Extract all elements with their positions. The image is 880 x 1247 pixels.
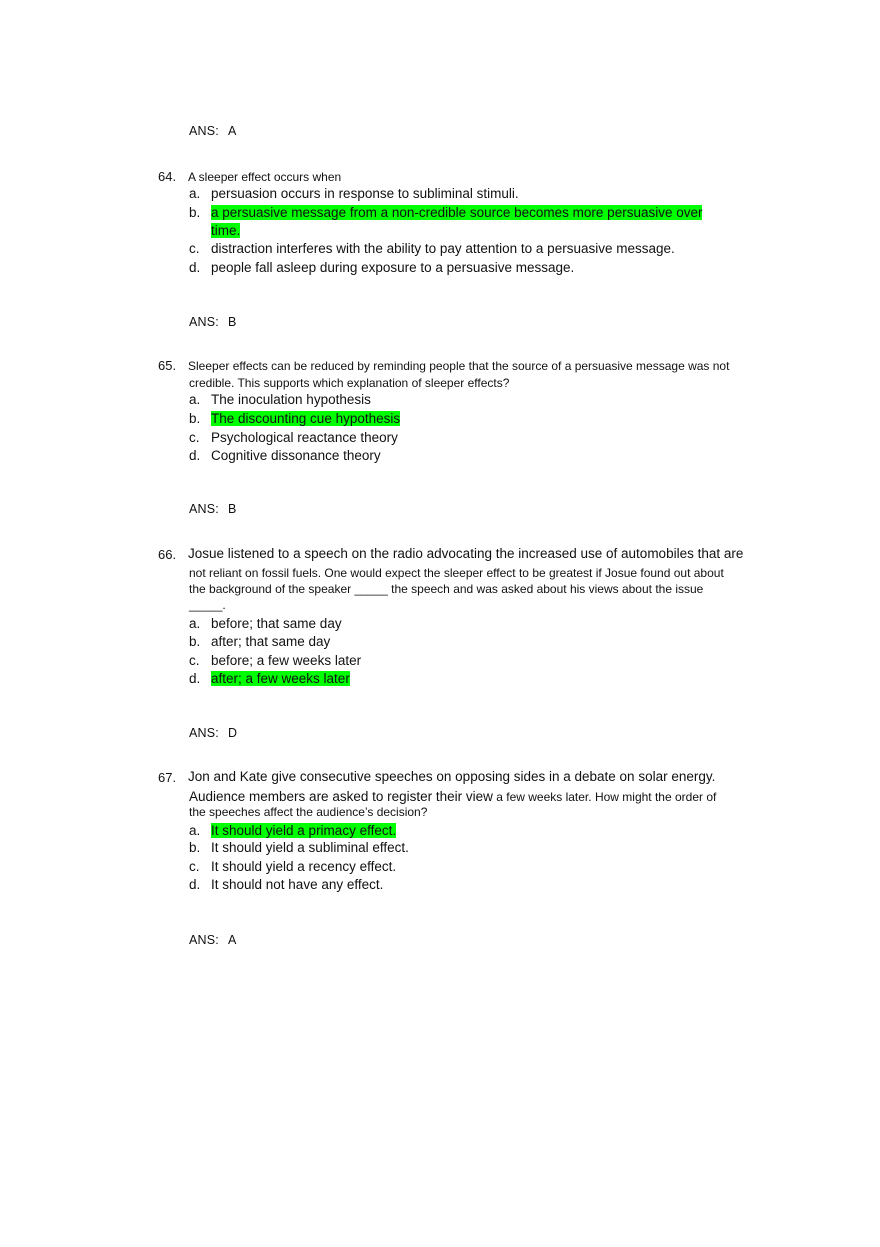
answer-line	[189, 933, 237, 947]
answer-option-correct	[189, 205, 702, 220]
question-number: 66.	[158, 547, 177, 562]
option-letter: d.	[189, 448, 201, 463]
answer-line	[189, 726, 237, 740]
answer-line	[189, 124, 237, 138]
answer-option-correct	[189, 411, 400, 426]
answer-value: A	[227, 933, 237, 947]
answer-value: D	[227, 726, 238, 740]
option-text: before; a few weeks later	[211, 653, 362, 668]
answer-label: ANS:	[189, 933, 219, 947]
answer-option-continuation	[211, 223, 240, 238]
answer-option	[189, 392, 371, 407]
answer-option-correct	[189, 823, 396, 838]
answer-option	[189, 260, 574, 275]
answer-line	[189, 315, 237, 329]
answer-label: ANS:	[189, 726, 219, 740]
option-letter: c.	[189, 430, 200, 445]
option-text-highlighted: after; a few weeks later	[211, 671, 350, 686]
answer-line	[189, 502, 237, 516]
option-letter: c.	[189, 241, 200, 256]
answer-option	[189, 186, 519, 201]
question-stem: Sleeper effects can be reduced by reminding people that the source of a persuasive message was not	[188, 359, 730, 373]
option-letter: b.	[189, 634, 201, 649]
question-stem: the speeches affect the audience’s decision?	[189, 805, 428, 819]
answer-value: B	[227, 315, 237, 329]
option-letter: c.	[189, 859, 200, 874]
question-stem: Jon and Kate give consecutive speeches on opposing sides in a debate on solar energy.	[188, 769, 716, 784]
answer-option	[189, 877, 383, 892]
answer-label: ANS:	[189, 315, 219, 329]
option-text-highlighted: time.	[211, 223, 241, 238]
option-letter: b.	[189, 411, 201, 426]
answer-option	[189, 840, 409, 855]
question-stem-part: Audience members are asked to register their view	[189, 789, 493, 804]
answer-label: ANS:	[189, 124, 219, 138]
option-text-highlighted: It should yield a primacy effect.	[211, 823, 397, 838]
option-text: The inoculation hypothesis	[211, 392, 371, 407]
option-text: It should yield a subliminal effect.	[211, 840, 409, 855]
answer-option	[189, 634, 330, 649]
option-letter: c.	[189, 653, 200, 668]
option-text: Cognitive dissonance theory	[211, 448, 381, 463]
answer-option	[189, 448, 381, 463]
option-text: distraction interferes with the ability to pay attention to a persuasive message.	[211, 241, 675, 256]
option-text-highlighted: a persuasive message from a non-credible source becomes more persuasive over	[211, 205, 703, 220]
question-stem	[189, 788, 716, 806]
answer-label: ANS:	[189, 502, 219, 516]
option-text-highlighted: The discounting cue hypothesis	[211, 411, 401, 426]
answer-option	[189, 616, 342, 631]
answer-value: A	[227, 124, 237, 138]
option-letter: d.	[189, 877, 201, 892]
option-text: after; that same day	[211, 634, 331, 649]
question-stem: _____.	[189, 598, 226, 612]
option-letter: d.	[189, 260, 201, 275]
option-text: It should yield a recency effect.	[211, 859, 397, 874]
answer-option	[189, 430, 398, 445]
option-letter: b.	[189, 205, 201, 220]
option-letter: a.	[189, 823, 201, 838]
answer-option	[189, 859, 396, 874]
answer-option	[189, 653, 361, 668]
option-text: persuasion occurs in response to subliminal stimuli.	[211, 186, 519, 201]
option-letter: b.	[189, 840, 201, 855]
answer-value: B	[227, 502, 237, 516]
option-letter: a.	[189, 392, 201, 407]
question-stem: credible. This supports which explanation of sleeper effects?	[189, 376, 510, 390]
option-text: It should not have any effect.	[211, 877, 384, 892]
question-stem: not reliant on fossil fuels. One would expect the sleeper effect to be greatest if Josue found out about	[189, 566, 724, 580]
answer-option	[189, 241, 675, 256]
question-stem-part: a few weeks later. How might the order of	[492, 790, 717, 804]
option-text: before; that same day	[211, 616, 342, 631]
option-letter: a.	[189, 616, 201, 631]
question-number: 67.	[158, 770, 177, 785]
option-text: Psychological reactance theory	[211, 430, 398, 445]
answer-option-correct	[189, 671, 350, 686]
question-number: 65.	[158, 358, 177, 373]
question-number: 64.	[158, 169, 177, 184]
question-stem: the background of the speaker _____ the speech and was asked about his views about the issue	[189, 582, 704, 596]
option-letter: d.	[189, 671, 201, 686]
option-letter: a.	[189, 186, 201, 201]
question-stem: A sleeper effect occurs when	[188, 170, 342, 184]
option-text: people fall asleep during exposure to a persuasive message.	[211, 260, 575, 275]
question-stem: Josue listened to a speech on the radio advocating the increased use of automobiles that are	[188, 546, 744, 561]
